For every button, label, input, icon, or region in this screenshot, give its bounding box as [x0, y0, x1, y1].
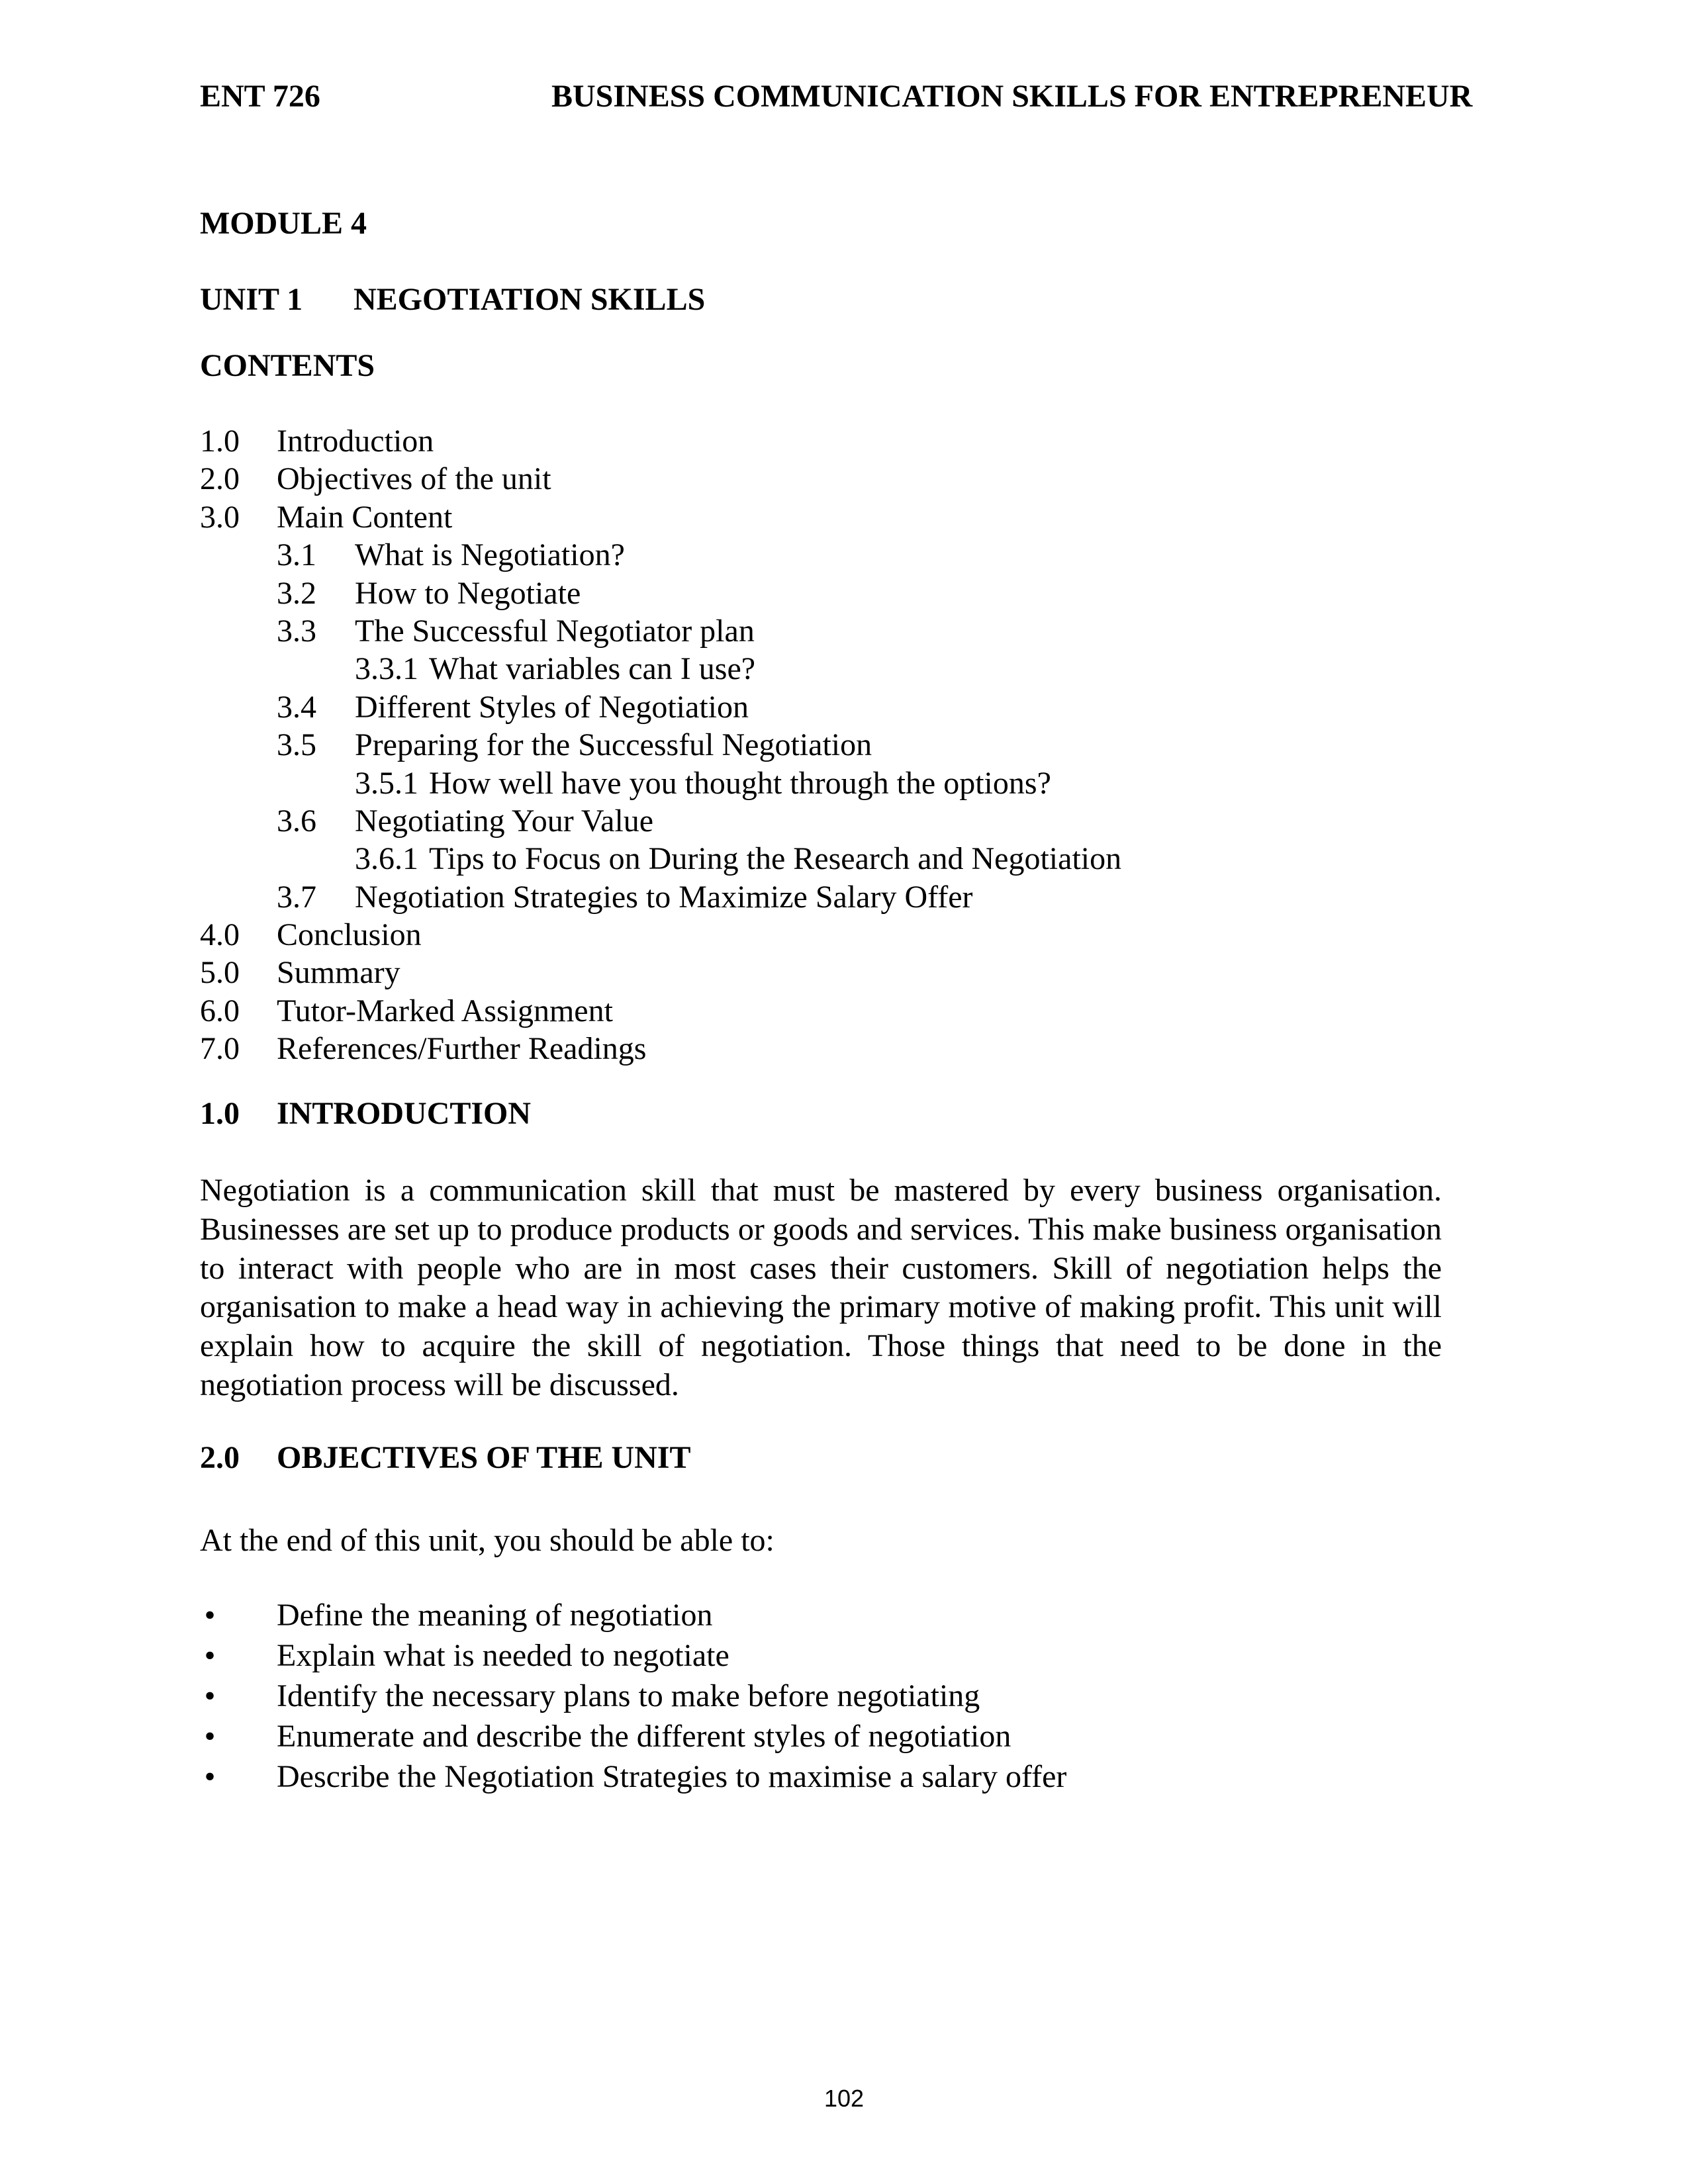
bullet-icon: • — [204, 1598, 216, 1633]
toc-item-label: How to Negotiate — [355, 575, 581, 611]
introduction-heading: INTRODUCTION — [277, 1096, 532, 1131]
toc-item-number: 1.0 — [200, 424, 240, 459]
toc-item-label: Conclusion — [277, 917, 422, 953]
unit-title: NEGOTIATION SKILLS — [353, 282, 706, 317]
toc-item-number: 3.6 — [277, 803, 316, 839]
contents-heading: CONTENTS — [200, 348, 375, 383]
toc-item-label: Negotiating Your Value — [355, 803, 654, 839]
toc-item-label: Different Styles of Negotiation — [355, 689, 749, 725]
objective-text: Identify the necessary plans to make before negotiating — [277, 1678, 980, 1713]
toc-item-number: 3.2 — [277, 575, 316, 611]
bullet-icon: • — [204, 1638, 216, 1673]
toc-item-label: The Successful Negotiator plan — [355, 613, 755, 649]
toc-item-label: Main Content — [277, 499, 453, 535]
toc-item-number: 3.1 — [277, 537, 316, 573]
toc-item-number: 3.7 — [277, 879, 316, 915]
toc-item-number: 3.5 — [277, 727, 316, 763]
toc-item-label: Introduction — [277, 424, 434, 459]
toc-item-label: Negotiation Strategies to Maximize Salary Offer — [355, 879, 973, 915]
toc-item-number: 3.3 — [277, 613, 316, 649]
toc-item-number: 3.3.1 — [355, 651, 418, 687]
bullet-icon: • — [204, 1759, 216, 1794]
toc-item-number: 3.4 — [277, 689, 316, 725]
bullet-icon: • — [204, 1719, 216, 1754]
introduction-paragraph: Negotiation is a communication skill that must be mastered by every business organisation. Businesses are set up to produce products or goods and services. This make business organisation to interact with people who are in most cases their customers. Skill of negotiation helps the organisation to make a head way in achieving the primary motive of making profit. This unit will explain how to acquire the skill of negotiation. Those things that need to be done in the negotiation process will be discussed. — [200, 1173, 1442, 1402]
objectives-lead: At the end of this unit, you should be able to: — [200, 1523, 774, 1558]
unit-number: UNIT 1 — [200, 282, 303, 317]
objective-text: Enumerate and describe the different styles of negotiation — [277, 1719, 1011, 1754]
toc-item-number: 3.0 — [200, 499, 240, 535]
objective-text: Describe the Negotiation Strategies to maximise a salary offer — [277, 1759, 1067, 1794]
toc-item-label: Tutor-Marked Assignment — [277, 993, 613, 1028]
module-title: MODULE 4 — [200, 206, 367, 241]
toc-item-number: 3.5.1 — [355, 765, 418, 801]
objectives-heading: OBJECTIVES OF THE UNIT — [277, 1440, 691, 1475]
page-number: 102 — [823, 2085, 865, 2112]
course-title: BUSINESS COMMUNICATION SKILLS FOR ENTREPRENEUR — [551, 79, 1473, 114]
toc-item-label: Objectives of the unit — [277, 461, 551, 497]
toc-item-number: 5.0 — [200, 955, 240, 991]
course-code: ENT 726 — [200, 79, 320, 114]
objectives-number: 2.0 — [200, 1440, 240, 1475]
toc-item-label: What variables can I use? — [429, 651, 756, 687]
toc-item-number: 6.0 — [200, 993, 240, 1028]
objective-text: Define the meaning of negotiation — [277, 1598, 713, 1633]
toc-item-label: What is Negotiation? — [355, 537, 625, 573]
toc-item-number: 4.0 — [200, 917, 240, 953]
toc-item-label: References/Further Readings — [277, 1031, 647, 1067]
introduction-number: 1.0 — [200, 1096, 240, 1131]
toc-item-number: 2.0 — [200, 461, 240, 497]
objective-text: Explain what is needed to negotiate — [277, 1638, 729, 1673]
toc-item-label: Preparing for the Successful Negotiation — [355, 727, 872, 763]
toc-item-label: How well have you thought through the options? — [429, 765, 1051, 801]
toc-item-number: 7.0 — [200, 1031, 240, 1067]
toc-item-number: 3.6.1 — [355, 841, 418, 877]
toc-item-label: Tips to Focus on During the Research and Negotiation — [429, 841, 1122, 877]
toc-item-label: Summary — [277, 955, 400, 991]
bullet-icon: • — [204, 1678, 216, 1713]
